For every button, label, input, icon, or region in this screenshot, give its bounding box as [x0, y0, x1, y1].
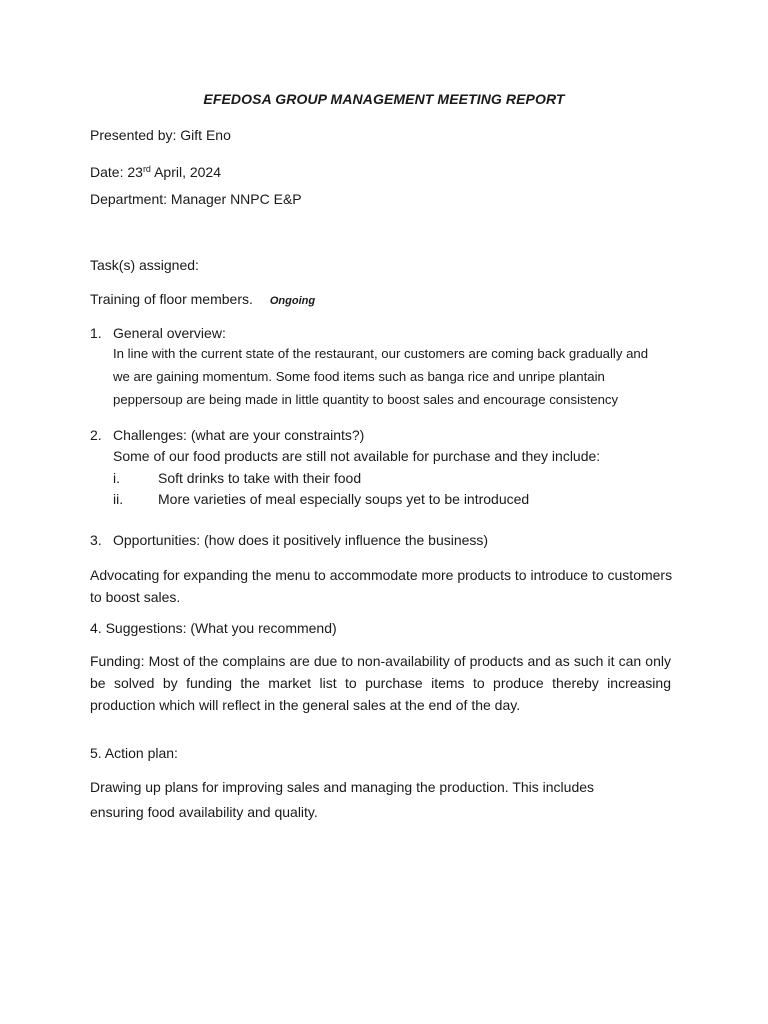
section-1-number: 1.	[90, 325, 102, 341]
section-4-heading: 4. Suggestions: (What you recommend)	[90, 620, 337, 636]
section-4-line: be solved by funding the market list to purchase items to produce thereby increasing	[90, 675, 671, 691]
department: Department: Manager NNPC E&P	[90, 191, 302, 207]
date-suffix: April, 2024	[150, 164, 222, 180]
list-item	[113, 490, 529, 508]
section-2-title: Challenges: (what are your constraints?)	[113, 427, 365, 443]
section-2-number: 2.	[90, 427, 102, 443]
section-3-line: Advocating for expanding the menu to accommodate more products to introduce to customers	[90, 567, 673, 583]
report-date	[90, 160, 221, 181]
section-5-line: ensuring food availability and quality.	[90, 804, 318, 820]
task-item	[90, 290, 315, 310]
section-4-line: production which will reflect in the general sales at the end of the day.	[90, 697, 521, 713]
list-item-marker: i.	[113, 470, 120, 486]
section-1-title: General overview:	[113, 325, 226, 341]
section-1-line: In line with the current state of the restaurant, our customers are coming back gradually and	[113, 346, 649, 361]
tasks-heading: Task(s) assigned:	[90, 257, 199, 273]
section-3-heading	[90, 531, 488, 549]
section-1-line: we are gaining momentum. Some food items such as banga rice and unripe plantain	[113, 369, 605, 384]
task-item-text: Training of floor members.	[90, 291, 253, 307]
section-2-heading	[90, 426, 364, 444]
section-4-line: Funding: Most of the complains are due to non-availability of products and as such it can only	[90, 653, 671, 669]
report-title: EFEDOSA GROUP MANAGEMENT MEETING REPORT	[203, 91, 565, 107]
section-5-line: Drawing up plans for improving sales and managing the production. This includes	[90, 779, 595, 795]
date-prefix: Date: 23	[90, 164, 143, 180]
task-status: Ongoing	[269, 295, 316, 307]
section-5-heading: 5. Action plan:	[90, 745, 178, 761]
list-item-text: More varieties of meal especially soups yet to be introduced	[158, 491, 530, 507]
section-3-number: 3.	[90, 532, 102, 548]
section-1-heading	[90, 324, 226, 342]
section-3-line: to boost sales.	[90, 589, 181, 605]
section-2-intro: Some of our food products are still not available for purchase and they include:	[113, 448, 601, 464]
section-1-line: peppersoup are being made in little quantity to boost sales and encourage consistency	[113, 392, 619, 407]
section-3-title: Opportunities: (how does it positively influence the business)	[113, 532, 489, 548]
list-item	[113, 469, 361, 487]
list-item-marker: ii.	[113, 491, 124, 507]
date-superscript: rd	[142, 164, 151, 174]
list-item-text: Soft drinks to take with their food	[158, 470, 362, 486]
presented-by: Presented by: Gift Eno	[90, 127, 231, 143]
section-4-paragraph	[90, 650, 671, 716]
